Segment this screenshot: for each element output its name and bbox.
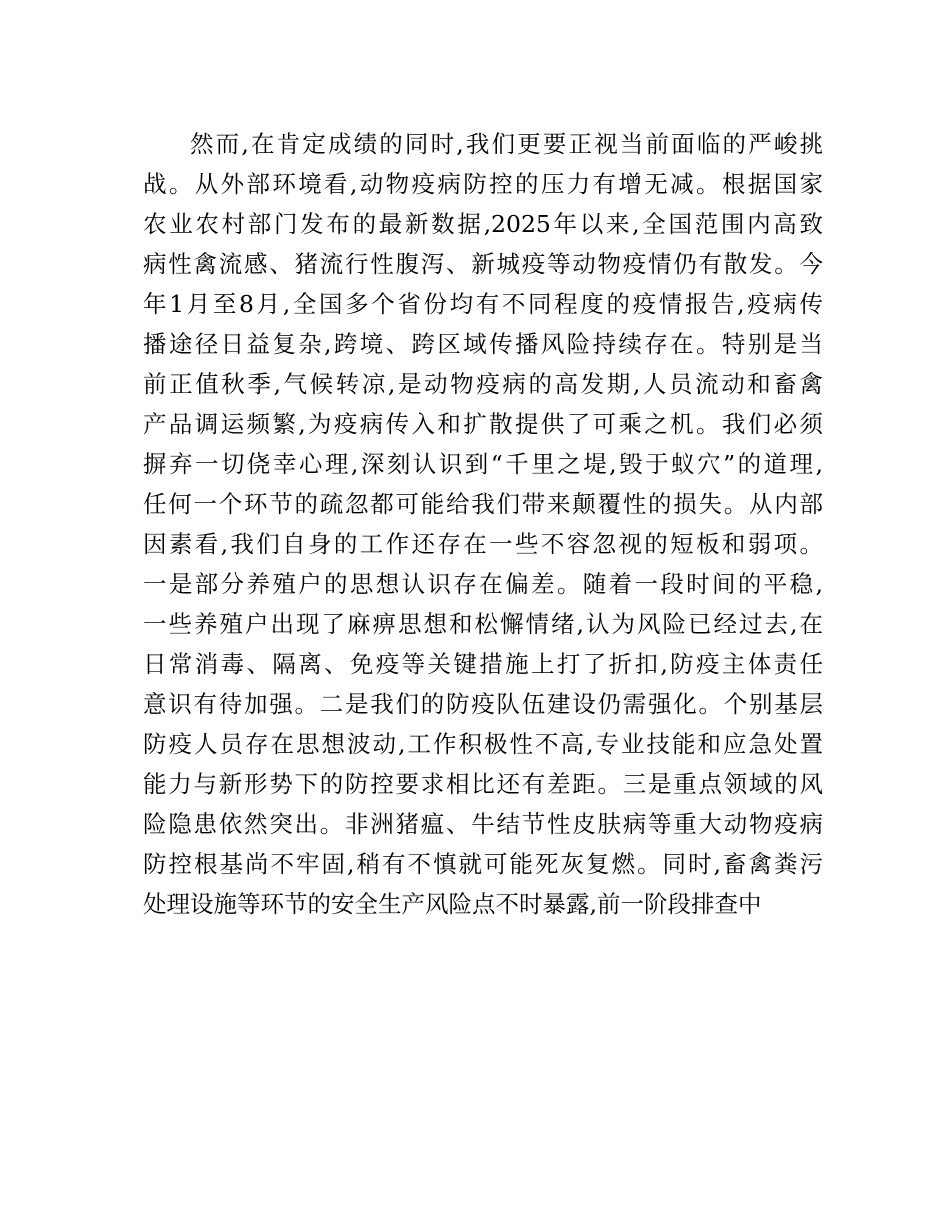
text-line: 防控根基尚不牢固,稍有不慎就可能死灰复燃。同时,畜禽粪污 <box>143 850 823 878</box>
text-line: 年1月至8月,全国多个省份均有不同程度的疫情报告,疫病传 <box>143 290 823 318</box>
text-line: 因素看,我们自身的工作还存在一些不容忽视的短板和弱项。 <box>143 530 823 558</box>
text-line: 战。从外部环境看,动物疫病防控的压力有增无减。根据国家 <box>143 170 823 198</box>
body-paragraph <box>143 124 823 924</box>
text-line: 意识有待加强。二是我们的防疫队伍建设仍需强化。个别基层 <box>143 690 823 718</box>
text-line: 播途径日益复杂,跨境、跨区域传播风险持续存在。特别是当 <box>143 330 823 358</box>
text-line: 险隐患依然突出。非洲猪瘟、牛结节性皮肤病等重大动物疫病 <box>143 810 823 838</box>
text-line: 病性禽流感、猪流行性腹泻、新城疫等动物疫情仍有散发。今 <box>143 250 823 278</box>
text-line: 处理设施等环节的安全生产风险点不时暴露,前一阶段排查中 <box>143 890 762 918</box>
text-line: 产品调运频繁,为疫病传入和扩散提供了可乘之机。我们必须 <box>143 410 823 438</box>
text-line: 任何一个环节的疏忽都可能给我们带来颠覆性的损失。从内部 <box>143 490 823 518</box>
text-line: 防疫人员存在思想波动,工作积极性不高,专业技能和应急处置 <box>143 730 823 758</box>
text-line: 农业农村部门发布的最新数据,2025年以来,全国范围内高致 <box>143 210 823 238</box>
text-line: 然而,在肯定成绩的同时,我们更要正视当前面临的严峻挑 <box>190 130 823 158</box>
text-line: 摒弃一切侥幸心理,深刻认识到“千里之堤,毁于蚁穴”的道理, <box>143 450 823 478</box>
text-line: 一是部分养殖户的思想认识存在偏差。随着一段时间的平稳, <box>143 570 823 598</box>
text-line: 一些养殖户出现了麻痹思想和松懈情绪,认为风险已经过去,在 <box>143 610 823 638</box>
text-line: 日常消毒、隔离、免疫等关键措施上打了折扣,防疫主体责任 <box>143 650 823 678</box>
text-line: 能力与新形势下的防控要求相比还有差距。三是重点领域的风 <box>143 770 823 798</box>
text-line: 前正值秋季,气候转凉,是动物疫病的高发期,人员流动和畜禽 <box>143 370 823 398</box>
